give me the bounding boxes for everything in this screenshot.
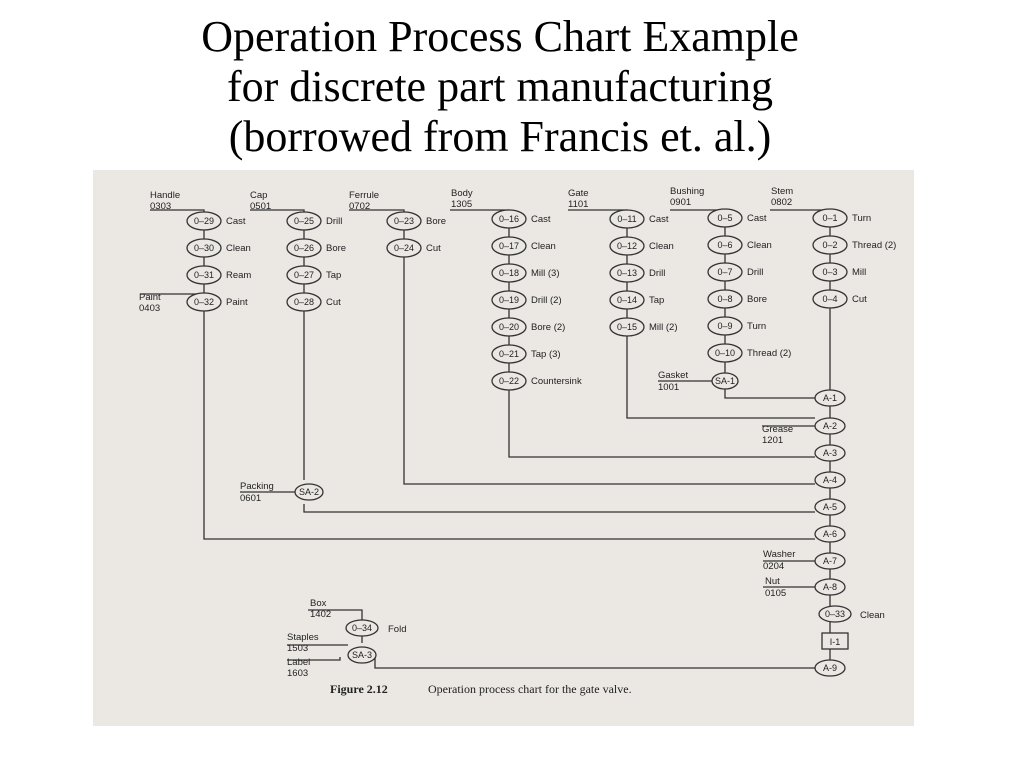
operation-nodes bbox=[187, 209, 896, 390]
part-number-cap: 0501 bbox=[250, 201, 272, 212]
assembly-label: A-7 bbox=[822, 556, 838, 566]
operation-description: Cast bbox=[531, 214, 551, 225]
operation-description: Cut bbox=[852, 294, 867, 305]
operation-id: 0–22 bbox=[498, 376, 520, 386]
operation-description: Countersink bbox=[531, 376, 582, 387]
operation-id: 0–9 bbox=[717, 321, 733, 331]
operation-description: Turn bbox=[747, 321, 767, 332]
operation-description: Bore bbox=[326, 243, 347, 254]
operation-description: Drill (2) bbox=[531, 295, 562, 306]
part-number-packing: 0601 bbox=[240, 493, 262, 504]
operation-description: Thread (2) bbox=[747, 348, 792, 359]
part-name-grease: Grease bbox=[762, 424, 794, 435]
caption-figure-number: Figure 2.12 bbox=[330, 682, 388, 696]
part-number-gate: 1101 bbox=[568, 199, 589, 210]
operation-description: Tap (3) bbox=[531, 349, 561, 360]
operation-id: 0–3 bbox=[822, 267, 838, 277]
operation-description: Mill bbox=[852, 267, 867, 278]
operation-description: Clean bbox=[531, 241, 556, 252]
part-name-paint: Paint bbox=[139, 292, 161, 303]
part-name-washer: Washer bbox=[763, 549, 796, 560]
part-number-handle: 0303 bbox=[150, 201, 172, 212]
operation-id: 0–29 bbox=[193, 216, 215, 226]
operation-description: Ream bbox=[226, 270, 252, 281]
operation-id: 0–15 bbox=[616, 322, 638, 332]
operation-id: 0–30 bbox=[193, 243, 215, 253]
operation-id: 0–11 bbox=[617, 214, 637, 224]
part-number-washer: 0204 bbox=[763, 561, 785, 572]
operation-id: 0–24 bbox=[393, 243, 415, 253]
operation-description: Tap bbox=[649, 295, 665, 306]
operation-id: 0–31 bbox=[193, 270, 215, 280]
final-steps bbox=[819, 606, 885, 649]
operation-id: 0–10 bbox=[714, 348, 736, 358]
part-name-label: Label bbox=[287, 657, 311, 668]
operation-id: 0–8 bbox=[717, 294, 733, 304]
operation-id: 0–18 bbox=[498, 268, 520, 278]
title-line-2: for discrete part manufacturing bbox=[226, 62, 774, 111]
assembly-label: A-8 bbox=[822, 582, 838, 592]
operation-description: Clean bbox=[747, 240, 772, 251]
part-number-ferrule: 0702 bbox=[349, 201, 371, 212]
operation-id: 0–6 bbox=[717, 240, 733, 250]
operation-description: Mill (2) bbox=[649, 322, 678, 333]
operation-id: 0–19 bbox=[498, 295, 520, 305]
part-name-gasket: Gasket bbox=[658, 370, 689, 381]
operation-id: 0–17 bbox=[498, 241, 520, 251]
part-name-handle: Handle bbox=[150, 190, 181, 201]
operation-id: 0–20 bbox=[498, 322, 520, 332]
operation-description: Bore bbox=[426, 216, 447, 227]
operation-description: Paint bbox=[226, 297, 248, 308]
operation-description: Cast bbox=[649, 214, 669, 225]
sa-1-label: SA-1 bbox=[714, 376, 736, 386]
op-33-label: 0–33 bbox=[824, 609, 846, 619]
operation-id: 0–4 bbox=[822, 294, 838, 304]
inspection-i-1-label: I-1 bbox=[829, 637, 841, 647]
part-name-cap: Cap bbox=[250, 190, 268, 201]
part-number-label: 1603 bbox=[287, 668, 309, 679]
part-name-staples: Staples bbox=[287, 632, 319, 643]
assembly-label: A-9 bbox=[822, 663, 838, 673]
operation-description: Cast bbox=[747, 213, 767, 224]
part-name-nut: Nut bbox=[765, 576, 780, 587]
operation-id: 0–12 bbox=[616, 241, 638, 251]
operation-id: 0–16 bbox=[498, 214, 520, 224]
part-number-paint: 0403 bbox=[139, 303, 161, 314]
operation-description: Drill bbox=[649, 268, 666, 279]
assembly-label: A-4 bbox=[822, 475, 838, 485]
title-line-3: (borrowed from Francis et. al.) bbox=[228, 112, 772, 161]
part-number-grease: 1201 bbox=[762, 435, 784, 446]
part-number-staples: 1503 bbox=[287, 643, 309, 654]
part-number-nut: 0105 bbox=[765, 588, 787, 599]
title-line-1: Operation Process Chart Example bbox=[201, 12, 799, 61]
operation-description: Bore bbox=[747, 294, 768, 305]
operation-id: 0–5 bbox=[717, 213, 733, 223]
operation-id: 0–13 bbox=[616, 268, 638, 278]
operation-id: 0–2 bbox=[822, 240, 838, 250]
assembly-label: A-1 bbox=[822, 393, 838, 403]
part-number-bushing: 0901 bbox=[670, 197, 692, 208]
operation-description: Clean bbox=[226, 243, 251, 254]
operation-description: Bore (2) bbox=[531, 322, 566, 333]
assembly-label: A-2 bbox=[822, 421, 838, 431]
part-number-stem: 0802 bbox=[771, 197, 793, 208]
operation-id: 0–25 bbox=[293, 216, 315, 226]
operation-id: 0–14 bbox=[616, 295, 638, 305]
part-labels bbox=[139, 186, 795, 679]
operation-description: Cast bbox=[226, 216, 246, 227]
operation-description: Drill bbox=[326, 216, 343, 227]
operation-description: Clean bbox=[649, 241, 674, 252]
assembly-label: A-3 bbox=[822, 448, 838, 458]
part-name-body: Body bbox=[451, 188, 473, 199]
assembly-label: A-5 bbox=[822, 502, 838, 512]
operation-description: Turn bbox=[852, 213, 872, 224]
operation-description: Mill (3) bbox=[531, 268, 560, 279]
op-34-description: Fold bbox=[388, 624, 407, 635]
caption-text: Operation process chart for the gate valve. bbox=[428, 682, 632, 696]
operation-id: 0–27 bbox=[293, 270, 315, 280]
part-number-box: 1402 bbox=[310, 609, 332, 620]
part-number-body: 1305 bbox=[451, 199, 473, 210]
assembly-label: A-6 bbox=[822, 529, 838, 539]
op-34-label: 0–34 bbox=[351, 623, 373, 633]
operation-id: 0–23 bbox=[393, 216, 415, 226]
part-name-box: Box bbox=[310, 598, 327, 609]
part-number-gasket: 1001 bbox=[658, 382, 680, 393]
operation-id: 0–7 bbox=[717, 267, 733, 277]
part-name-packing: Packing bbox=[240, 481, 274, 492]
operation-id: 0–1 bbox=[822, 213, 838, 223]
operation-description: Tap bbox=[326, 270, 342, 281]
operation-id: 0–21 bbox=[498, 349, 520, 359]
part-name-bushing: Bushing bbox=[670, 186, 705, 197]
subassembly-nodes bbox=[295, 373, 738, 663]
op-33-description: Clean bbox=[860, 610, 885, 621]
part-name-ferrule: Ferrule bbox=[349, 190, 380, 201]
part-name-gate: Gate bbox=[568, 188, 589, 199]
operation-description: Thread (2) bbox=[852, 240, 897, 251]
part-name-stem: Stem bbox=[771, 186, 794, 197]
operation-id: 0–28 bbox=[293, 297, 315, 307]
operation-id: 0–32 bbox=[193, 297, 215, 307]
operation-id: 0–26 bbox=[293, 243, 315, 253]
sa-2-label: SA-2 bbox=[298, 487, 320, 497]
operation-description: Cut bbox=[426, 243, 441, 254]
operation-description: Drill bbox=[747, 267, 764, 278]
operation-description: Cut bbox=[326, 297, 341, 308]
figure-caption bbox=[330, 682, 632, 696]
sa-3-label: SA-3 bbox=[351, 650, 373, 660]
